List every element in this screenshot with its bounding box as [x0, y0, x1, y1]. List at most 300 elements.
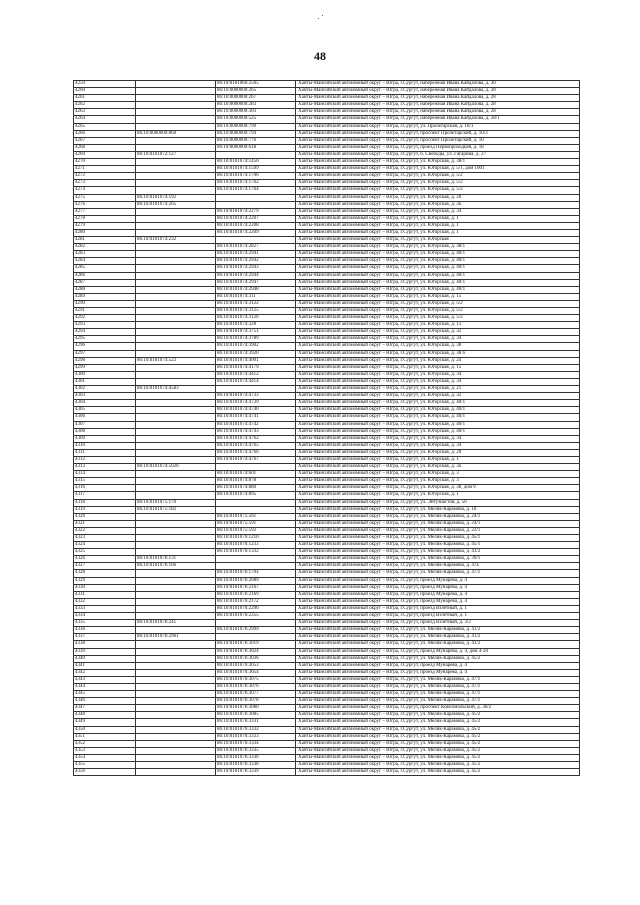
cadastral-number-cell	[136, 137, 216, 144]
address-cell: Ханты-Мансийский автономный округ – Югра, г.Сургут, ул. Мелик-Карамова, д. 47/1	[296, 691, 580, 698]
object-cadastral-number-cell: 86:10:0000000:267	[216, 95, 296, 102]
object-cadastral-number-cell: 86:10:0101076:3053	[216, 662, 296, 669]
row-number-cell: 4299	[74, 364, 136, 371]
object-cadastral-number-cell: 86:10:0101074:1450	[216, 159, 296, 166]
object-cadastral-number-cell: 86:10:0101074:4179	[216, 364, 296, 371]
table-row	[74, 400, 580, 407]
address-cell: Ханты-Мансийский автономный округ – Югра, г.Сургут, ул. Мелик-Карамова, д. 45/1	[296, 542, 580, 549]
row-number-cell: 4346	[74, 698, 136, 705]
table-row	[74, 655, 580, 662]
row-number-cell: 4295	[74, 336, 136, 343]
cadastral-number-cell	[136, 109, 216, 116]
table-row	[74, 733, 580, 740]
address-cell: Ханты-Мансийский автономный округ – Югра, г.Сургут, ул. Мелик-Карамова, д. 45/2	[296, 762, 580, 769]
table-row	[74, 456, 580, 463]
row-number-cell: 4306	[74, 414, 136, 421]
cadastral-number-cell	[136, 279, 216, 286]
object-cadastral-number-cell: 86:10:0101074:3126	[216, 315, 296, 322]
object-cadastral-number-cell: 86:10:0101076:2296	[216, 605, 296, 612]
cadastral-number-cell	[136, 88, 216, 95]
table-row	[74, 499, 580, 506]
address-cell: Ханты-Мансийский автономный округ – Югра, г.Сургут, ул. Мелик-Карамова, д. 45/2	[296, 740, 580, 747]
object-cadastral-number-cell: 86:10:0101074:2827	[216, 244, 296, 251]
address-cell: Ханты-Мансийский автономный округ – Югра, г.Сургут, проезд Мунарева, д. 4	[296, 577, 580, 584]
row-number-cell: 4283	[74, 251, 136, 258]
row-number-cell: 4298	[74, 357, 136, 364]
table-row	[74, 81, 580, 88]
row-number-cell: 4300	[74, 371, 136, 378]
row-number-cell: 4342	[74, 669, 136, 676]
address-cell: Ханты-Мансийский автономный округ – Югра, г.Сургут, ул. Югорская, д. 3а	[296, 464, 580, 471]
table-row	[74, 464, 580, 471]
address-cell: Ханты-Мансийский автономный округ – Югра, г.Сургут, ул. Мелик-Карамова, д. 24/1	[296, 520, 580, 527]
address-cell: Ханты-Мансийский автономный округ – Югра, г.Сургут, ул. Мелик-Карамова, д. 45/2	[296, 754, 580, 761]
object-cadastral-number-cell: 86:10:0101074:3122	[216, 300, 296, 307]
cadastral-number-cell	[136, 81, 216, 88]
address-cell: Ханты-Мансийский автономный округ – Югра, г.Сургут, ул. Мелик-Карамова, д. 41/2	[296, 634, 580, 641]
object-cadastral-number-cell: 86:10:0101076:2169	[216, 591, 296, 598]
object-cadastral-number-cell: 86:10:0101074:2941	[216, 251, 296, 258]
row-number-cell: 4278	[74, 215, 136, 222]
cadastral-number-cell	[136, 400, 216, 407]
cadastral-number-cell	[136, 762, 216, 769]
object-cadastral-number-cell: 86:10:0101074:4001	[216, 357, 296, 364]
table-row	[74, 300, 580, 307]
table-row	[74, 698, 580, 705]
cadastral-number-cell	[136, 173, 216, 180]
object-cadastral-number-cell: 86:10:0101074:4740	[216, 407, 296, 414]
object-cadastral-number-cell: 86:10:0101074:4741	[216, 414, 296, 421]
row-number-cell: 4263	[74, 109, 136, 116]
cadastral-number-cell	[136, 584, 216, 591]
address-cell: Ханты-Мансийский автономный округ – Югра, г.Сургут, проспект Комсомольский, д. 36/2	[296, 705, 580, 712]
cadastral-number-cell	[136, 535, 216, 542]
address-cell: Ханты-Мансийский автономный округ – Югра, г.Сургут, ул. Мелик-Карамова, д. 47/1	[296, 570, 580, 577]
object-cadastral-number-cell: 86:10:0101076:3080	[216, 705, 296, 712]
table-row	[74, 605, 580, 612]
address-cell: Ханты-Мансийский автономный округ – Югра, г.Сургут, ул. Югорская, д. 21	[296, 386, 580, 393]
table-row	[74, 201, 580, 208]
cadastral-number-cell: 86:10:0101074:205	[136, 201, 216, 208]
row-number-cell: 4353	[74, 747, 136, 754]
cadastral-number-cell	[136, 520, 216, 527]
address-cell: Ханты-Мансийский автономный округ – Югра, г.Сургут, ул. Югорская, д. 1	[296, 492, 580, 499]
table-row	[74, 322, 580, 329]
table-row	[74, 414, 580, 421]
cadastral-number-cell	[136, 591, 216, 598]
address-cell: Ханты-Мансийский автономный округ – Югра, г.Сургут, ул. Югорская, д. 40/1	[296, 279, 580, 286]
address-cell: Ханты-Мансийский автономный округ – Югра, г.Сургут, проезд Взлётный, д. 1	[296, 605, 580, 612]
row-number-cell: 4341	[74, 662, 136, 669]
object-cadastral-number-cell: 86:10:0101076:3076	[216, 683, 296, 690]
row-number-cell: 4318	[74, 499, 136, 506]
table-row	[74, 421, 580, 428]
cadastral-number-cell	[136, 208, 216, 215]
object-cadastral-number-cell: 86:10:0101074:3920	[216, 350, 296, 357]
address-cell: Ханты-Мансийский автономный округ – Югра, г.Сургут, проезд Мунарева, д. 4	[296, 584, 580, 591]
object-cadastral-number-cell: 86:10:0101074:1706	[216, 173, 296, 180]
row-number-cell: 4330	[74, 584, 136, 591]
table-row	[74, 350, 580, 357]
cadastral-number-cell	[136, 676, 216, 683]
cadastral-number-cell: 86:10:0101076:131	[136, 556, 216, 563]
address-cell: Ханты-Мансийский автономный округ – Югра, г.Сургут, ул. Мелик-Карамова, д. 45/2	[296, 769, 580, 776]
object-cadastral-number-cell: 86:10:0101074:328	[216, 322, 296, 329]
cadastral-number-cell	[136, 712, 216, 719]
table-row	[74, 542, 580, 549]
row-number-cell: 4324	[74, 542, 136, 549]
table-row	[74, 102, 580, 109]
address-cell: Ханты-Мансийский автономный округ – Югра, г.Сургут, ул. Югорская, д. 38/1	[296, 244, 580, 251]
object-cadastral-number-cell: 86:10:0101074:311	[216, 293, 296, 300]
cadastral-number-cell	[136, 180, 216, 187]
row-number-cell: 4290	[74, 300, 136, 307]
row-number-cell: 4291	[74, 308, 136, 315]
row-number-cell: 4284	[74, 258, 136, 265]
row-number-cell: 4289	[74, 293, 136, 300]
row-number-cell: 4279	[74, 222, 136, 229]
object-cadastral-number-cell: 86:10:0101076:2167	[216, 584, 296, 591]
table-row	[74, 719, 580, 726]
address-cell: Ханты-Мансийский автономный округ – Югра, г.Сургут, ул. Югорская, д. 15	[296, 364, 580, 371]
table-row	[74, 712, 580, 719]
cadastral-number-cell	[136, 315, 216, 322]
cadastral-number-cell	[136, 435, 216, 442]
address-cell: Ханты-Мансийский автономный округ – Югра, г.Сургут, проезд Мунарева, д. 4	[296, 591, 580, 598]
object-cadastral-number-cell: 86:10:0101076:3338	[216, 762, 296, 769]
row-number-cell: 4338	[74, 641, 136, 648]
object-cadastral-number-cell	[216, 464, 296, 471]
address-cell: Ханты-Мансийский автономный округ – Югра, г.Сургут, ул. Югорская, д. 1	[296, 229, 580, 236]
row-number-cell: 4302	[74, 386, 136, 393]
address-cell: Ханты-Мансийский автономный округ – Югра, г.Сургут, ул. Югорская, д. 34	[296, 435, 580, 442]
address-cell: Ханты-Мансийский автономный округ – Югра, г.Сургут, ул. Мелик-Карамова, д. 41/2	[296, 549, 580, 556]
row-number-cell: 4297	[74, 350, 136, 357]
table-row	[74, 88, 580, 95]
row-number-cell: 4337	[74, 634, 136, 641]
table-row	[74, 244, 580, 251]
cadastral-number-cell	[136, 215, 216, 222]
object-cadastral-number-cell: 86:10:0101076:3019	[216, 641, 296, 648]
row-number-cell: 4316	[74, 485, 136, 492]
row-number-cell: 4313	[74, 464, 136, 471]
cadastral-number-cell	[136, 300, 216, 307]
address-cell: Ханты-Мансийский автономный округ – Югра, г.Сургут, ул. Мелик-Карамова, д. 47/1	[296, 683, 580, 690]
registry-table-body	[74, 81, 580, 776]
table-row	[74, 442, 580, 449]
cadastral-number-cell	[136, 371, 216, 378]
row-number-cell: 4292	[74, 315, 136, 322]
table-row	[74, 471, 580, 478]
cadastral-number-cell	[136, 229, 216, 236]
address-cell: Ханты-Мансийский автономный округ – Югра, г.Сургут, проезд Мунарева, д. 4	[296, 598, 580, 605]
row-number-cell: 4270	[74, 159, 136, 166]
address-cell: Ханты-Мансийский автономный округ – Югра, г.Сургут, ул. Югорская, д. 5/2	[296, 300, 580, 307]
table-row	[74, 315, 580, 322]
cadastral-number-cell: 86:10:0101075:170	[136, 499, 216, 506]
row-number-cell: 4294	[74, 329, 136, 336]
table-row	[74, 166, 580, 173]
object-cadastral-number-cell: 86:10:0101076:3085	[216, 712, 296, 719]
object-cadastral-number-cell: 86:10:0000000:799	[216, 123, 296, 130]
table-row	[74, 648, 580, 655]
row-number-cell: 4288	[74, 286, 136, 293]
cadastral-number-cell	[136, 336, 216, 343]
cadastral-number-cell	[136, 95, 216, 102]
object-cadastral-number-cell	[216, 620, 296, 627]
address-cell: Ханты-Мансийский автономный округ – Югра, г.Сургут, набережная Ивана Кайдалова, д. 28	[296, 109, 580, 116]
object-cadastral-number-cell: 86:10:0101076:3024	[216, 648, 296, 655]
address-cell: Ханты-Мансийский автономный округ – Югра, г.Сургут, ул. Югорская, д. 34	[296, 208, 580, 215]
row-number-cell: 4314	[74, 471, 136, 478]
row-number-cell: 4332	[74, 598, 136, 605]
cadastral-number-cell	[136, 428, 216, 435]
object-cadastral-number-cell: 86:10:0101074:2943	[216, 265, 296, 272]
cadastral-number-cell	[136, 598, 216, 605]
row-number-cell: 4293	[74, 322, 136, 329]
row-number-cell: 4261	[74, 95, 136, 102]
row-number-cell: 4335	[74, 620, 136, 627]
object-cadastral-number-cell: 86:10:0101074:2947	[216, 279, 296, 286]
table-row	[74, 95, 580, 102]
cadastral-number-cell	[136, 244, 216, 251]
address-cell: Ханты-Мансийский автономный округ – Югра, г.Сургут, ул. Югорская, д. 20	[296, 194, 580, 201]
table-row	[74, 286, 580, 293]
cadastral-number-cell: 86:10:0101074:522	[136, 357, 216, 364]
address-cell: Ханты-Мансийский автономный округ – Югра, г.Сургут, проезд Взлётный, д. 3/2	[296, 620, 580, 627]
object-cadastral-number-cell: 86:10:0101074:880	[216, 485, 296, 492]
address-cell: Ханты-Мансийский автономный округ – Югра, г.Сургут, ул. Югорская, д. 5/2	[296, 308, 580, 315]
object-cadastral-number-cell	[216, 506, 296, 513]
row-number-cell: 4282	[74, 244, 136, 251]
row-number-cell: 4350	[74, 726, 136, 733]
address-cell: Ханты-Мансийский автономный округ – Югра, г.Сургут, ул. Югорская, д. 3	[296, 471, 580, 478]
object-cadastral-number-cell: 86:10:0101074:4412	[216, 371, 296, 378]
address-cell: Ханты-Мансийский автономный округ – Югра, г.Сургут, ул. Югорская, д. 20	[296, 449, 580, 456]
table-row	[74, 336, 580, 343]
cadastral-number-cell	[136, 662, 216, 669]
object-cadastral-number-cell: 86:10:0101076:2089	[216, 577, 296, 584]
address-cell: Ханты-Мансийский автономный округ – Югра, г.Сургут, ул. Югорская, д. 38	[296, 343, 580, 350]
row-number-cell: 4349	[74, 719, 136, 726]
address-cell: Ханты-Мансийский автономный округ – Югра, г.Сургут, ул. Югорская, д. 34	[296, 336, 580, 343]
row-number-cell: 4355	[74, 762, 136, 769]
table-row	[74, 563, 580, 570]
address-cell: Ханты-Мансийский автономный округ – Югра, г.Сургут, ул. Югорская, д. 32	[296, 329, 580, 336]
table-row	[74, 329, 580, 336]
row-number-cell: 4259	[74, 81, 136, 88]
object-cadastral-number-cell	[216, 499, 296, 506]
cadastral-number-cell	[136, 683, 216, 690]
address-cell: Ханты-Мансийский автономный округ – Югра, г.Сургут, ул. Югорская, д. 5/1, дом 1001	[296, 166, 580, 173]
address-cell: Ханты-Мансийский автономный округ – Югра, г.Сургут, ул. Югорская, д. 38/1	[296, 159, 580, 166]
cadastral-number-cell: 86:10:0101076:166	[136, 563, 216, 570]
row-number-cell: 4344	[74, 683, 136, 690]
object-cadastral-number-cell: 86:10:0101074:3789	[216, 336, 296, 343]
cadastral-number-cell	[136, 733, 216, 740]
object-cadastral-number-cell: 86:10:0101074:1764	[216, 187, 296, 194]
cadastral-number-cell	[136, 769, 216, 776]
address-cell: Ханты-Мансийский автономный округ – Югра, г.Сургут, набережная Ивана Кайдалова, д. 28	[296, 88, 580, 95]
object-cadastral-number-cell: 86:10:0000000:794	[216, 130, 296, 137]
table-row	[74, 513, 580, 520]
row-number-cell: 4321	[74, 520, 136, 527]
object-cadastral-number-cell: 86:10:0101074:4742	[216, 421, 296, 428]
table-row	[74, 208, 580, 215]
cadastral-number-cell	[136, 627, 216, 634]
cadastral-number-cell	[136, 726, 216, 733]
address-cell: Ханты-Мансийский автономный округ – Югра, г.Сургут, ул. Мелик-Карамова, д. 47/1	[296, 676, 580, 683]
table-row	[74, 591, 580, 598]
object-cadastral-number-cell: 86:10:0101076:3332	[216, 726, 296, 733]
table-row	[74, 620, 580, 627]
address-cell: Ханты-Мансийский автономный округ – Югра, г.Сургут, ул. Югорская, д. 34	[296, 371, 580, 378]
row-number-cell: 4333	[74, 605, 136, 612]
object-cadastral-number-cell: 86:10:0101076:3336	[216, 754, 296, 761]
address-cell: Ханты-Мансийский автономный округ – Югра, г.Сургут, ул. Югорская, д. 5/2	[296, 187, 580, 194]
table-row	[74, 598, 580, 605]
row-number-cell: 4322	[74, 527, 136, 534]
row-number-cell: 4296	[74, 343, 136, 350]
object-cadastral-number-cell: 86:10:0101066:2505	[216, 81, 296, 88]
row-number-cell: 4262	[74, 102, 136, 109]
cadastral-number-cell	[136, 691, 216, 698]
object-cadastral-number-cell: 86:10:0101076:1704	[216, 570, 296, 577]
object-cadastral-number-cell: 86:10:0101075:591	[216, 520, 296, 527]
table-row	[74, 726, 580, 733]
object-cadastral-number-cell: 86:10:0101075:561	[216, 513, 296, 520]
cadastral-number-cell	[136, 527, 216, 534]
table-row	[74, 435, 580, 442]
cadastral-number-cell: 86:10:0101074:192	[136, 194, 216, 201]
address-cell: Ханты-Мансийский автономный округ – Югра, г.Сургут, ул. Югорская, д. 5/2	[296, 180, 580, 187]
row-number-cell: 4286	[74, 272, 136, 279]
address-cell: Ханты-Мансийский автономный округ – Югра, г.Сургут, ул. Югорская, д. 40/1	[296, 407, 580, 414]
object-cadastral-number-cell	[216, 556, 296, 563]
cadastral-number-cell	[136, 251, 216, 258]
address-cell: Ханты-Мансийский автономный округ – Югра, г.Сургут, ул. Пролетарская, д. 10/1	[296, 123, 580, 130]
cadastral-number-cell	[136, 747, 216, 754]
table-row	[74, 754, 580, 761]
address-cell: Ханты-Мансийский автономный округ – Югра, г.Сургут, ул. Энтузиастов, д. 56	[296, 499, 580, 506]
table-row	[74, 109, 580, 116]
row-number-cell: 4327	[74, 563, 136, 570]
address-cell: Ханты-Мансийский автономный округ – Югра, г.Сургут, ул. Югорская	[296, 237, 580, 244]
row-number-cell: 4268	[74, 144, 136, 151]
table-row	[74, 676, 580, 683]
table-row	[74, 669, 580, 676]
row-number-cell: 4347	[74, 705, 136, 712]
cadastral-number-cell	[136, 669, 216, 676]
table-row	[74, 740, 580, 747]
address-cell: Ханты-Мансийский автономный округ – Югра, г.Сургут, набережная Ивана Кайдалова, д. 30	[296, 81, 580, 88]
table-row	[74, 485, 580, 492]
address-cell: Ханты-Мансийский автономный округ – Югра, г.Сургут, ул. Югорская, д. 1	[296, 456, 580, 463]
object-cadastral-number-cell: 86:10:0000000:283	[216, 102, 296, 109]
row-number-cell: 4269	[74, 151, 136, 158]
address-cell: Ханты-Мансийский автономный округ – Югра, г.Сургут, проезд Мунарева, д. 4	[296, 662, 580, 669]
address-cell: Ханты-Мансийский автономный округ – Югра, г.Сургут, набережная Ивана Кайдалова, д. 28	[296, 102, 580, 109]
cadastral-number-cell	[136, 144, 216, 151]
address-cell: Ханты-Мансийский автономный округ – Югра, г.Сургут, ул. Мелик-Карамова, д. 45/2	[296, 712, 580, 719]
cadastral-number-cell	[136, 754, 216, 761]
table-row	[74, 343, 580, 350]
object-cadastral-number-cell: 86:10:0101076:3054	[216, 669, 296, 676]
cadastral-number-cell	[136, 549, 216, 556]
table-row	[74, 627, 580, 634]
table-row	[74, 556, 580, 563]
address-cell: Ханты-Мансийский автономный округ – Югра, г.Сургут, проезд Мунарева, д. 4, дом 4-20	[296, 648, 580, 655]
address-cell: Ханты-Мансийский автономный округ – Югра, г.Сургут, б. Свободы, ул. Гагарина, д. 27	[296, 151, 580, 158]
row-number-cell: 4348	[74, 712, 136, 719]
cadastral-number-cell: 86:10:0101072:127	[136, 151, 216, 158]
address-cell: Ханты-Мансийский автономный округ – Югра, г.Сургут, ул. Мелик-Карамова, д. 24/1	[296, 513, 580, 520]
address-cell: Ханты-Мансийский автономный округ – Югра, г.Сургут, проспект Пролетарский, д. 10/3	[296, 130, 580, 137]
row-number-cell: 4303	[74, 393, 136, 400]
table-row	[74, 634, 580, 641]
cadastral-number-cell: 86:10:0101075:182	[136, 506, 216, 513]
address-cell: Ханты-Мансийский автономный округ – Югра, г.Сургут, ул. Мелик-Карамова, д. 41/2	[296, 627, 580, 634]
address-cell: Ханты-Мансийский автономный округ – Югра, г.Сургут, ул. Мелик-Карамова, д. 45/2	[296, 733, 580, 740]
row-number-cell: 4345	[74, 691, 136, 698]
object-cadastral-number-cell: 86:10:0101076:3077	[216, 691, 296, 698]
cadastral-number-cell	[136, 442, 216, 449]
address-cell: Ханты-Мансийский автономный округ – Югра, г.Сургут, ул. Югорская, д. 24	[296, 357, 580, 364]
cadastral-number-cell	[136, 655, 216, 662]
address-cell: Ханты-Мансийский автономный округ – Югра, г.Сургут, ул. Мелик-Карамова, д. 45/2	[296, 655, 580, 662]
object-cadastral-number-cell: 86:10:0101076:1233	[216, 542, 296, 549]
cadastral-number-cell	[136, 116, 216, 123]
table-row	[74, 151, 580, 158]
row-number-cell: 4339	[74, 648, 136, 655]
object-cadastral-number-cell: 86:10:0101074:4739	[216, 400, 296, 407]
row-number-cell: 4281	[74, 237, 136, 244]
table-row	[74, 215, 580, 222]
object-cadastral-number-cell: 86:10:0101074:4767	[216, 456, 296, 463]
cadastral-number-cell	[136, 471, 216, 478]
cadastral-number-cell	[136, 705, 216, 712]
object-cadastral-number-cell: 86:10:0101076:1210	[216, 535, 296, 542]
row-number-cell: 4276	[74, 201, 136, 208]
object-cadastral-number-cell: 86:10:0101074:4766	[216, 449, 296, 456]
object-cadastral-number-cell: 86:10:0101074:4414	[216, 378, 296, 385]
cadastral-number-cell	[136, 605, 216, 612]
cadastral-number-cell: 86:10:0101076:241	[136, 620, 216, 627]
table-row	[74, 258, 580, 265]
object-cadastral-number-cell	[216, 386, 296, 393]
cadastral-number-cell	[136, 613, 216, 620]
table-row	[74, 194, 580, 201]
cadastral-number-cell	[136, 421, 216, 428]
table-row	[74, 492, 580, 499]
address-cell: Ханты-Мансийский автономный округ – Югра, г.Сургут, набережная Ивана Кайдалова, д. 28/1	[296, 116, 580, 123]
row-number-cell: 4311	[74, 449, 136, 456]
cadastral-number-cell	[136, 740, 216, 747]
object-cadastral-number-cell	[216, 634, 296, 641]
row-number-cell: 4266	[74, 130, 136, 137]
object-cadastral-number-cell: 86:10:0101074:1762	[216, 180, 296, 187]
cadastral-number-cell	[136, 485, 216, 492]
row-number-cell: 4315	[74, 478, 136, 485]
cadastral-number-cell	[136, 123, 216, 130]
object-cadastral-number-cell: 86:10:0101074:895	[216, 492, 296, 499]
address-cell: Ханты-Мансийский автономный округ – Югра, г.Сургут, ул. Югорская, д. 40/1	[296, 286, 580, 293]
cadastral-number-cell	[136, 478, 216, 485]
table-row	[74, 364, 580, 371]
row-number-cell: 4326	[74, 556, 136, 563]
row-number-cell: 4336	[74, 627, 136, 634]
cadastral-number-cell	[136, 265, 216, 272]
